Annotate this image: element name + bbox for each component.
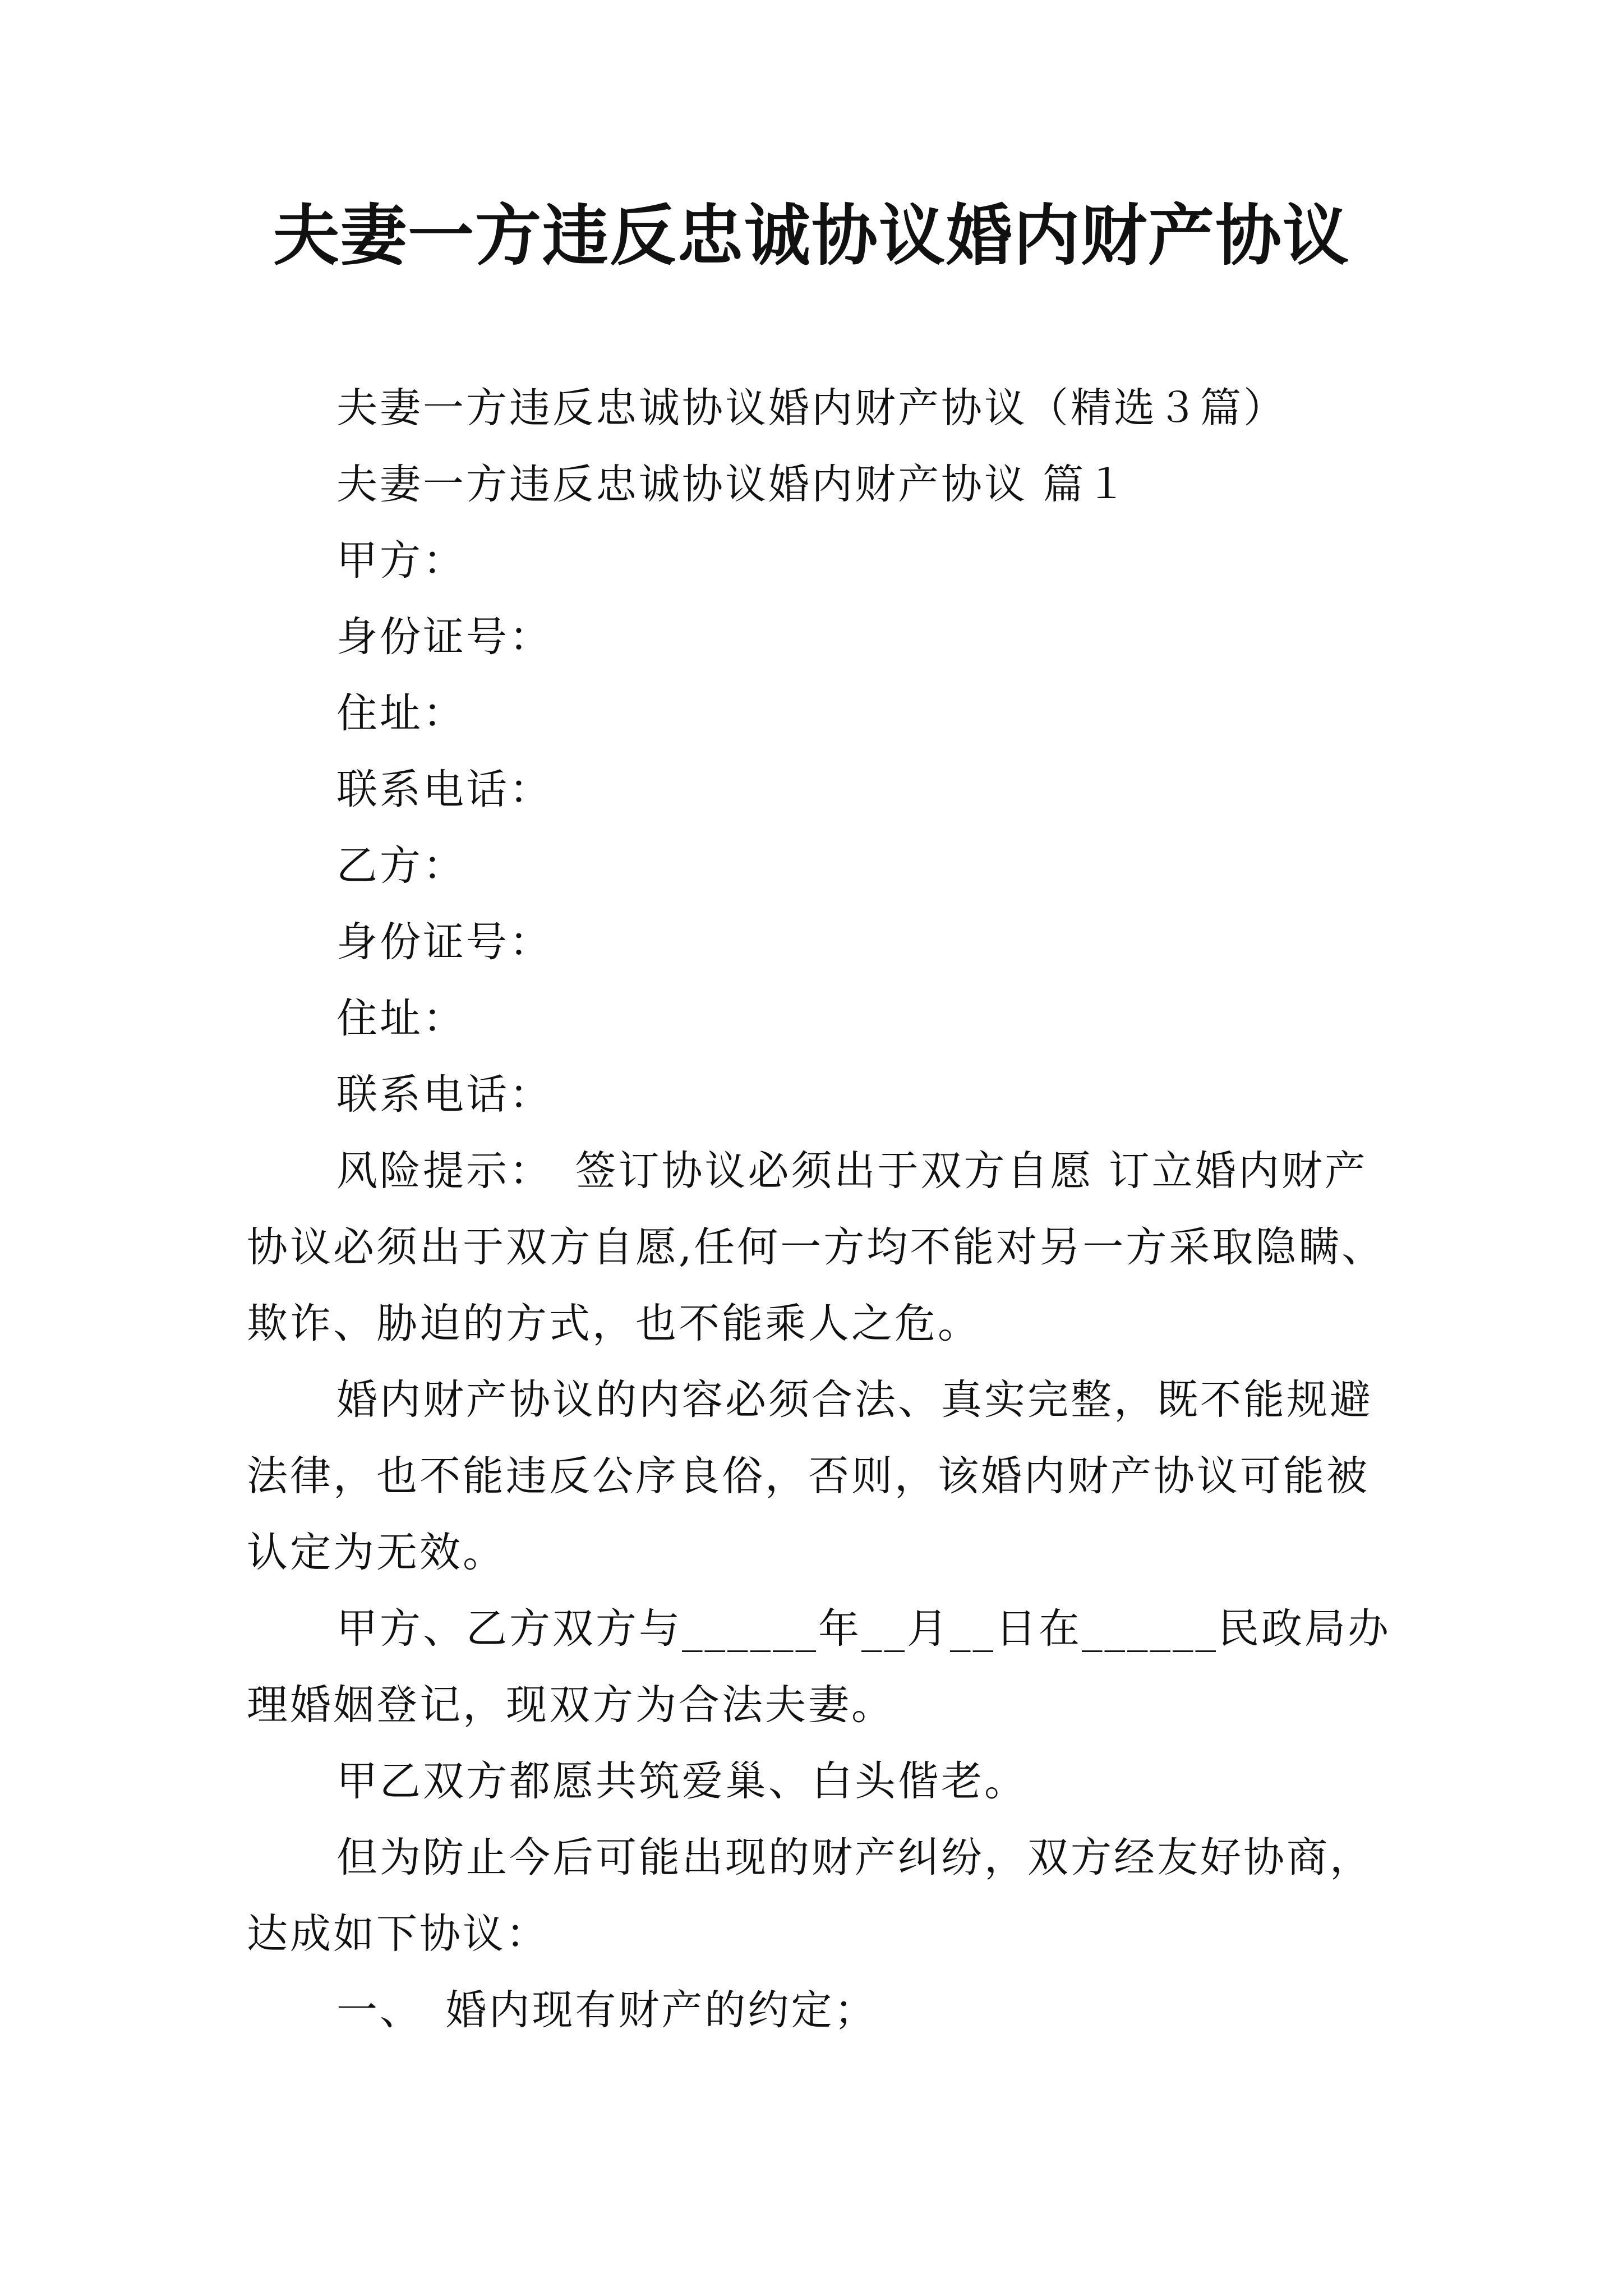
paragraph-line: 婚内财产协议的内容必须合法、真实完整，既不能规避	[336, 1376, 1373, 1424]
document-title: 夫妻一方违反忠诚协议婚内财产协议	[273, 196, 1350, 274]
paragraph-line: 风险提示： 签订协议必须出于双方自愿 订立婚内财产	[336, 1147, 1368, 1195]
paragraph-line: 夫妻一方违反忠诚协议婚内财产协议（精选３篇）	[336, 384, 1287, 432]
paragraph-line: 甲乙双方都愿共筑爱巢、白头偕老。	[336, 1757, 1027, 1805]
paragraph-line: 住址：	[336, 995, 466, 1042]
paragraph-line: 法律，也不能违反公序良俗，否则，该婚内财产协议可能被	[247, 1452, 1370, 1500]
paragraph-line: 达成如下协议：	[247, 1910, 549, 1958]
paragraph-line: 协议必须出于双方自愿,任何一方均不能对另一方采取隐瞒、	[247, 1223, 1385, 1271]
paragraph-line: 一、 婚内现有财产的约定；	[336, 1986, 878, 2034]
paragraph-line: 欺诈、胁迫的方式，也不能乘人之危。	[247, 1300, 981, 1347]
paragraph-line: 住址：	[336, 689, 466, 737]
paragraph-line: 夫妻一方违反忠诚协议婚内财产协议 篇１	[336, 461, 1129, 508]
paragraph-line: 甲方、乙方双方与______年__月__日在______民政局办	[336, 1605, 1391, 1653]
paragraph-line: 乙方：	[336, 842, 466, 890]
paragraph-line: 认定为无效。	[247, 1529, 506, 1576]
document-body	[247, 370, 1391, 2049]
paragraph-line: 身份证号：	[336, 613, 552, 661]
paragraph-line: 甲方：	[336, 537, 466, 585]
paragraph-line: 联系电话：	[336, 766, 552, 813]
paragraph-line: 理婚姻登记，现双方为合法夫妻。	[247, 1681, 895, 1729]
paragraph-line: 联系电话：	[336, 1071, 552, 1119]
paragraph-line: 身份证号：	[336, 918, 552, 966]
paragraph-line: 但为防止今后可能出现的财产纠纷，双方经友好协商，	[336, 1834, 1373, 1881]
